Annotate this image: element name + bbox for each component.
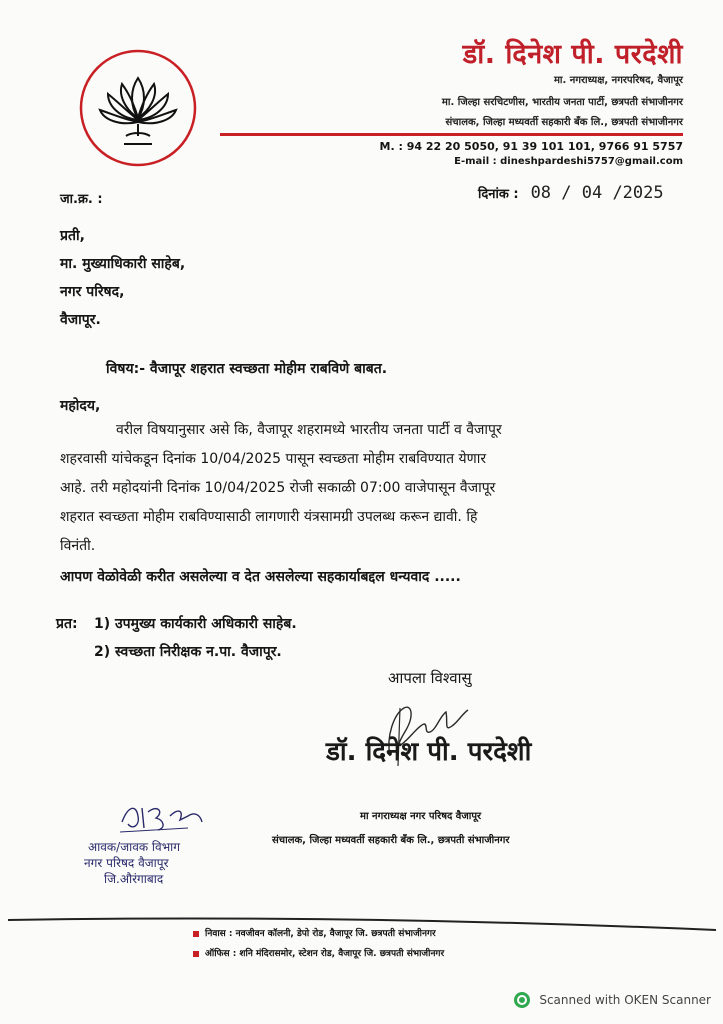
copy-recipient: 2) स्वच्छता निरीक्षक न.पा. वैजापूर.: [94, 644, 282, 660]
letterhead-designation-2: मा. जिल्हा सरचिटणीस, भारतीय जनता पार्टी, छत्रपती संभाजीनगर: [441, 97, 683, 108]
footer-office: ऑफिस : शनि मंदिरासमोर, स्टेशन रोड, वैजापूर जि. छत्रपती संभाजीनगर: [193, 946, 444, 959]
received-initials: [118, 798, 208, 836]
footer-residence: निवास : नवजीवन कॉलनी, डेपो रोड, वैजापूर जि. छत्रपती संभाजीनगर: [193, 926, 436, 939]
body-line: वरील विषयानुसार असे कि, वैजापूर शहरामध्ये भारतीय जनता पार्टी व वैजापूर: [116, 422, 502, 438]
letter-subject: विषय:- वैजापूर शहरात स्वच्छता मोहीम राबविणे बाबत.: [106, 361, 388, 377]
oken-scanner-icon: [513, 991, 531, 1009]
date-label: दिनांक :: [478, 187, 519, 202]
bullet-square-icon: [193, 951, 199, 957]
signatory-designation-1: मा नगराध्यक्ष नगर परिषद वैजापूर: [360, 811, 482, 822]
letterhead-name: डॉ. दिनेश पी. परदेशी: [462, 39, 683, 70]
bullet-square-icon: [193, 931, 199, 937]
letterhead-email: E-mail : dineshpardeshi5757@gmail.com: [454, 156, 683, 167]
body-line: शहरवासी यांचेकडून दिनांक 10/04/2025 पासून स्वच्छता मोहीम राबविण्यात येणार: [60, 451, 487, 467]
address-office: नगर परिषद,: [60, 284, 125, 300]
reference-number-label: जा.क्र. :: [60, 192, 103, 207]
stamp-district: जि.औरंगाबाद: [104, 872, 164, 886]
header-divider: [220, 133, 683, 136]
address-recipient: मा. मुख्याधिकारी साहेब,: [60, 256, 186, 272]
address-to: प्रती,: [60, 228, 85, 244]
thanks-line: आपण वेळोवेळी करीत असलेल्या व देत असलेल्या सहकार्याबद्दल धन्यवाद .....: [60, 569, 461, 585]
body-line: आहे. तरी महोदयांनी दिनांक 10/04/2025 रोजी सकाळी 07:00 वाजेपासून वैजापूर: [60, 480, 496, 496]
address-place: वैजापूर.: [60, 312, 101, 328]
copy-label: प्रत:: [56, 616, 78, 632]
date-line: [478, 183, 664, 203]
copy-recipient: 1) उपमुख्य कार्यकारी अधिकारी साहेब.: [94, 616, 297, 632]
signatory-designation-2: संचालक, जिल्हा मध्यवर्ती सहकारी बँक लि., छत्रपती संभाजीनगर: [272, 835, 510, 846]
letterhead-designation-1: मा. नगराध्यक्ष, नगरपरिषद, वैजापूर: [553, 75, 683, 86]
bjp-lotus-logo: [78, 48, 198, 168]
date-value: 08 / 04 /2025: [530, 183, 664, 203]
scanner-watermark: [513, 991, 711, 1009]
salutation: महोदय,: [60, 398, 101, 414]
letterhead-phone: M. : 94 22 20 5050, 91 39 101 101, 9766 91 5757: [379, 140, 683, 153]
closing-phrase: आपला विश्वासु: [388, 669, 472, 687]
scanner-watermark-text: Scanned with OKEN Scanner: [539, 993, 711, 1007]
stamp-office: नगर परिषद वैजापूर: [84, 856, 169, 870]
letterhead-designation-3: संचालक, जिल्हा मध्यवर्ती सहकारी बँक लि., छत्रपती संभाजीनगर: [445, 117, 683, 128]
body-line: विनंती.: [60, 538, 96, 554]
stamp-department: आवक/जावक विभाग: [88, 840, 180, 854]
signatory-name: डॉ. दिनेश पी. परदेशी: [326, 737, 532, 767]
body-line: शहरात स्वच्छता मोहीम राबविण्यासाठी लागणारी यंत्रसामग्री उपलब्ध करून द्यावी. हि: [60, 509, 478, 525]
